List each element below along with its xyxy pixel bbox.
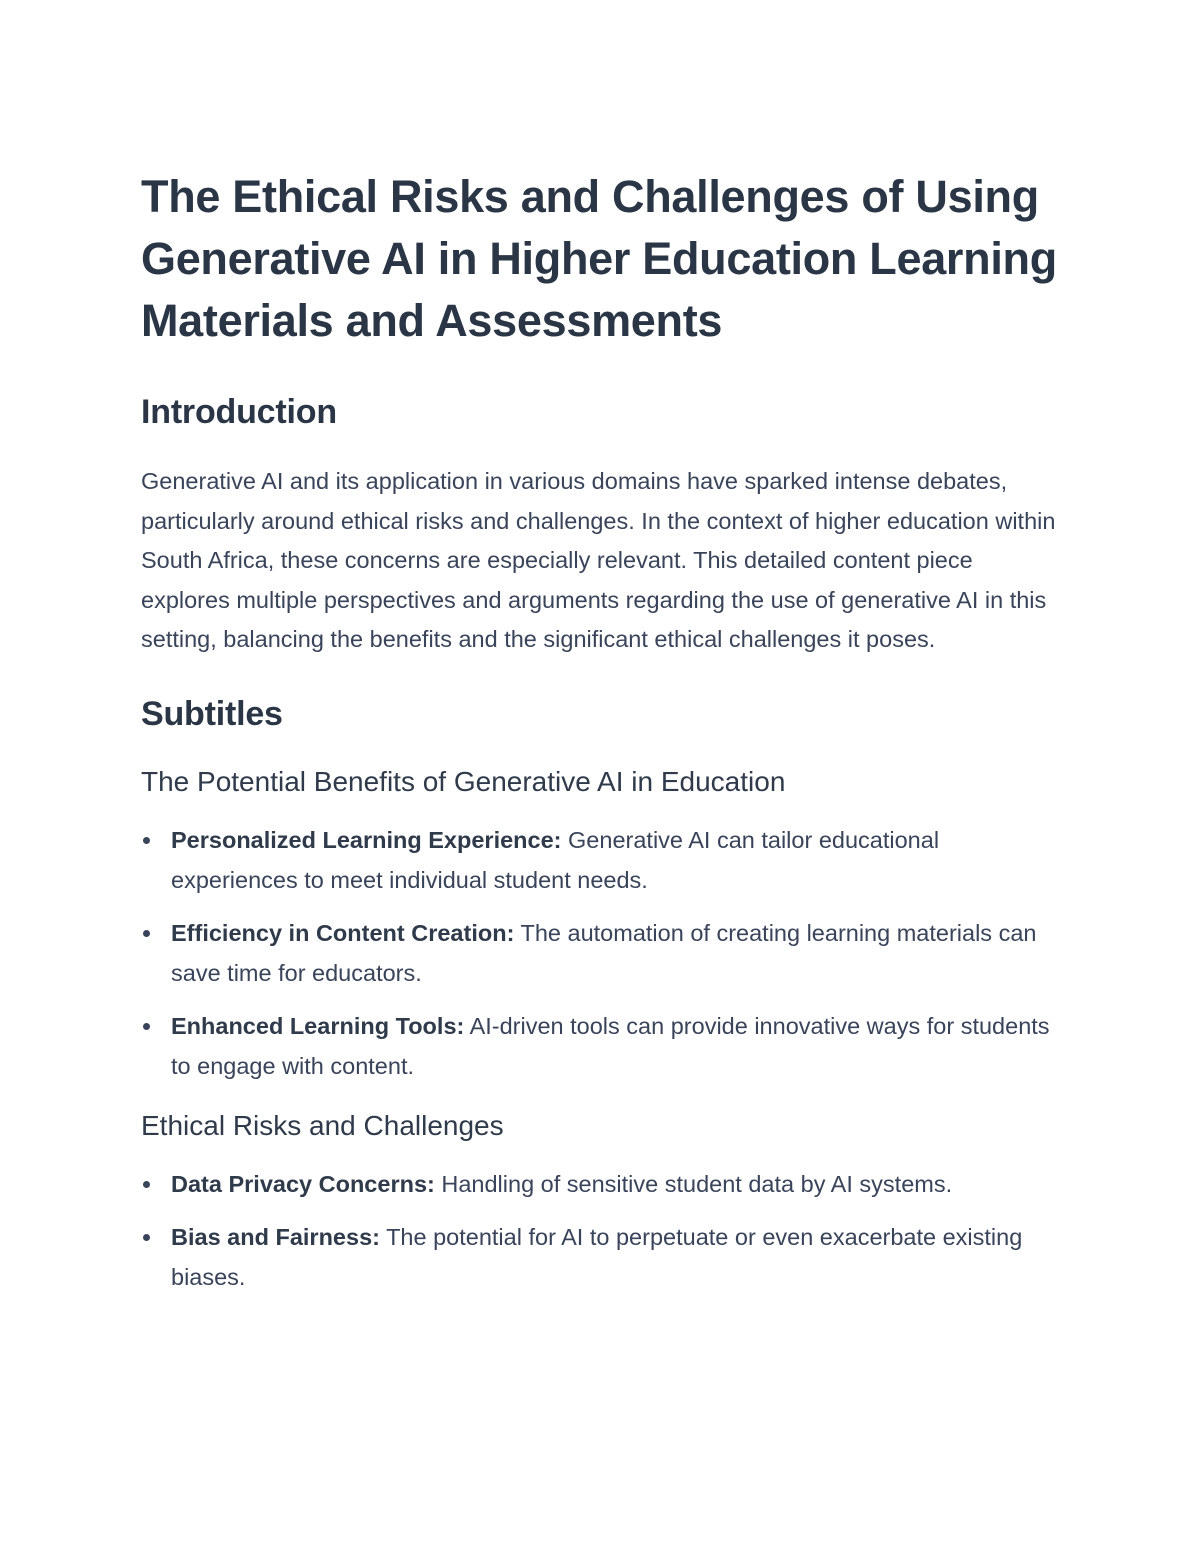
list-item-term: Efficiency in Content Creation: xyxy=(171,919,515,946)
list-item-text: AI-driven tools can provide innovative ways for students to engage with content. xyxy=(171,1012,1050,1079)
list-item-text: The potential for AI to perpetuate or even exacerbate existing biases. xyxy=(171,1223,1023,1290)
bullet-icon xyxy=(143,930,150,937)
bullet-icon xyxy=(143,1181,150,1188)
list-item xyxy=(141,1164,1066,1204)
list-item-text: Handling of sensitive student data by AI systems. xyxy=(434,1170,953,1197)
list-item-term: Personalized Learning Experience: xyxy=(171,826,562,853)
bullet-icon xyxy=(143,837,150,844)
list-item xyxy=(141,1006,1066,1086)
list-item xyxy=(141,1217,1066,1297)
list-item xyxy=(141,820,1066,900)
list-item-text: Generative AI can tailor educational experiences to meet individual student needs. xyxy=(171,826,940,893)
document-page xyxy=(141,166,1066,1297)
document-title: The Ethical Risks and Challenges of Using Generative AI in Higher Education Learning Materials and Assessments xyxy=(141,171,1057,346)
introduction-paragraph: Generative AI and its application in various domains have sparked intense debates, particularly around ethical risks and challenges. In the context of higher education within South Africa, these concerns are especially relevant. This detailed content piece explores multiple perspectives and arguments regarding the use of generative AI in this setting, balancing the benefits and the significant ethical challenges it poses. xyxy=(141,468,1056,652)
list-item xyxy=(141,913,1066,993)
benefits-list xyxy=(141,820,1066,1086)
list-item-term: Data Privacy Concerns: xyxy=(171,1170,435,1197)
list-item-text: The automation of creating learning materials can save time for educators. xyxy=(171,919,1037,986)
introduction-heading: Introduction xyxy=(141,393,337,431)
benefits-heading: The Potential Benefits of Generative AI in Education xyxy=(141,765,786,797)
subtitles-heading: Subtitles xyxy=(141,694,283,733)
list-item-term: Enhanced Learning Tools: xyxy=(171,1012,465,1039)
risks-heading: Ethical Risks and Challenges xyxy=(141,1109,504,1141)
bullet-icon xyxy=(143,1234,150,1241)
risks-list xyxy=(141,1164,1066,1297)
list-item-term: Bias and Fairness: xyxy=(171,1223,380,1250)
bullet-icon xyxy=(143,1023,150,1030)
